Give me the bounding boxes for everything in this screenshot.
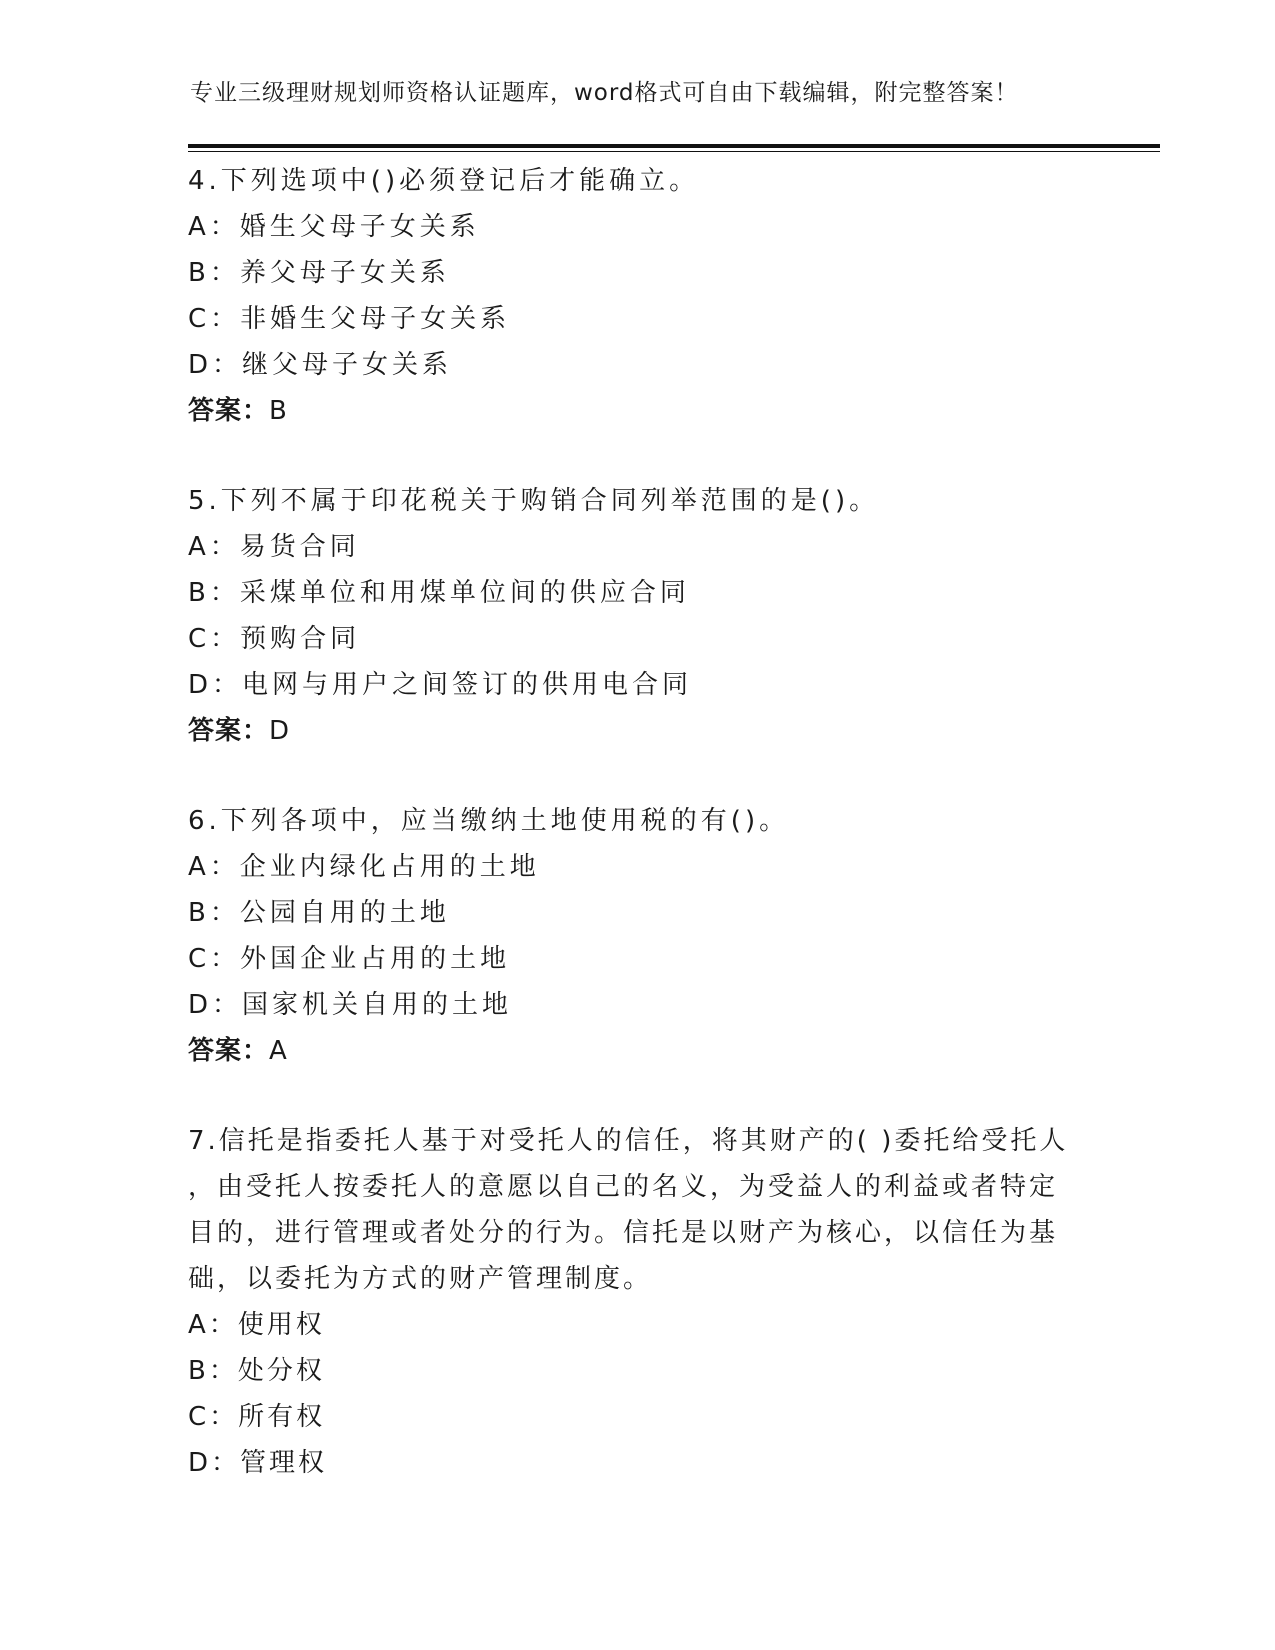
question-item xyxy=(188,478,1088,754)
option-c: C：外国企业占用的土地 xyxy=(188,944,511,974)
option-c: C：非婚生父母子女关系 xyxy=(188,304,511,334)
question-spacer xyxy=(188,754,1088,798)
question-stem: 5.下列不属于印花税关于购销合同列举范围的是()。 xyxy=(188,486,880,516)
question-spacer xyxy=(188,434,1088,478)
question-stem-line: 7.信托是指委托人基于对受托人的信任，将其财产的( )委托给受托人 xyxy=(188,1126,1069,1156)
answer-value: D xyxy=(269,716,291,746)
question-stem: 6.下列各项中，应当缴纳土地使用税的有()。 xyxy=(188,806,790,836)
question-item xyxy=(188,798,1088,1074)
answer-label: 答案： xyxy=(188,1036,270,1066)
option-a: A：婚生父母子女关系 xyxy=(188,212,480,242)
question-item xyxy=(188,1118,1088,1486)
answer-value: B xyxy=(269,396,288,426)
page-header: 专业三级理财规划师资格认证题库，word格式可自由下载编辑，附完整答案！ xyxy=(190,80,1019,106)
option-a: A：易货合同 xyxy=(188,532,360,562)
option-b: B：养父母子女关系 xyxy=(188,258,450,288)
question-stem-line: 础，以委托为方式的财产管理制度。 xyxy=(188,1264,653,1294)
header-divider-thin xyxy=(188,151,1160,152)
option-b: B：采煤单位和用煤单位间的供应合同 xyxy=(188,578,690,608)
answer-label: 答案： xyxy=(188,716,270,746)
option-a: A：企业内绿化占用的土地 xyxy=(188,852,540,882)
question-stem-line: 目的，进行管理或者处分的行为。信托是以财产为核心，以信任为基 xyxy=(188,1218,1059,1248)
option-c: C：所有权 xyxy=(188,1402,326,1432)
option-b: B：公园自用的土地 xyxy=(188,898,450,928)
answer-line xyxy=(188,1028,1088,1074)
answer-label: 答案： xyxy=(188,396,270,426)
answer-line xyxy=(188,388,1088,434)
question-spacer xyxy=(188,1074,1088,1118)
question-stem-line: ，由受托人按委托人的意愿以自己的名义，为受益人的利益或者特定 xyxy=(188,1172,1059,1202)
option-c: C：预购合同 xyxy=(188,624,361,654)
question-item xyxy=(188,158,1088,434)
option-a: A：使用权 xyxy=(188,1310,325,1340)
answer-value: A xyxy=(269,1036,288,1066)
option-d: D：国家机关自用的土地 xyxy=(188,990,513,1020)
option-d: D：电网与用户之间签订的供用电合同 xyxy=(188,670,693,700)
question-list xyxy=(188,158,1088,1486)
option-b: B：处分权 xyxy=(188,1356,325,1386)
option-d: D：继父母子女关系 xyxy=(188,350,453,380)
header-divider-thick xyxy=(188,144,1160,148)
question-stem: 4.下列选项中()必须登记后才能确立。 xyxy=(188,166,700,196)
answer-line xyxy=(188,708,1088,754)
option-d: D：管理权 xyxy=(188,1448,328,1478)
